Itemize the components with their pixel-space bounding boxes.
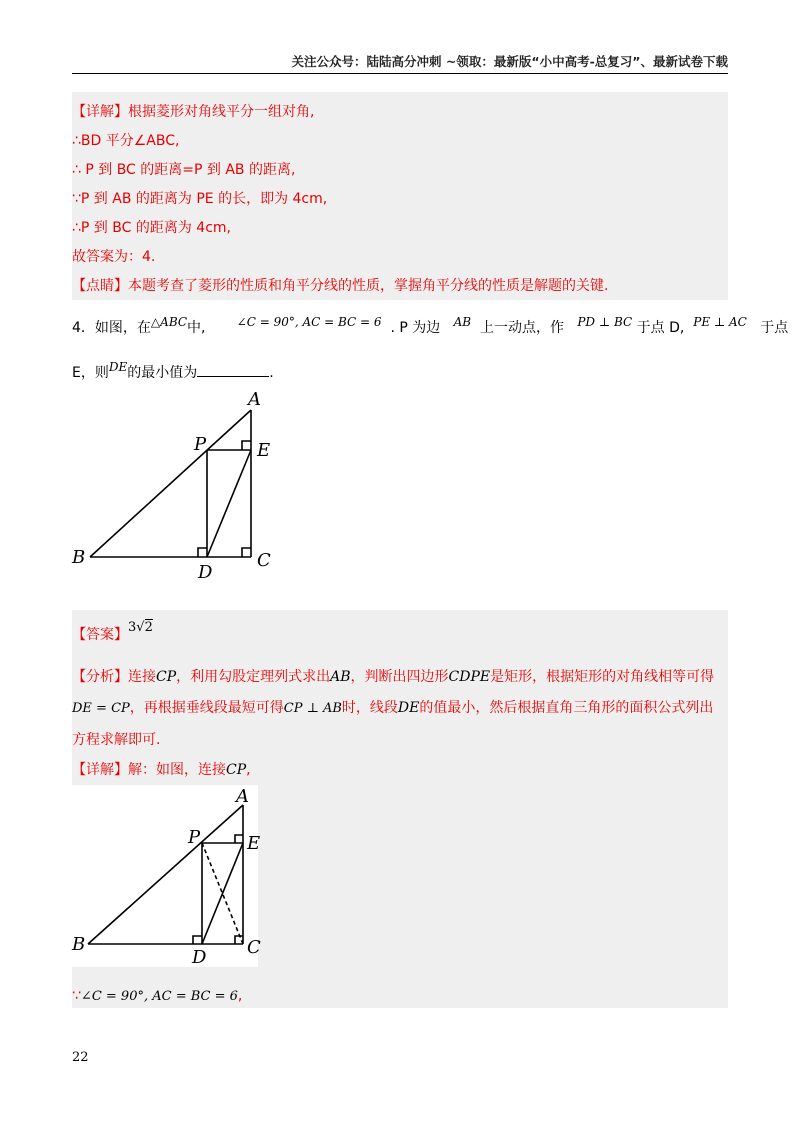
fig2-label-e: E [247,833,261,854]
detail-line-3: ∴ P 到 BC 的距离=P 到 AB 的距离, [72,162,296,178]
q-text: . [269,365,274,381]
q-text: E，则 [72,365,109,381]
detail-line-4: ∵P 到 AB 的距离为 PE 的长，即为 4cm, [72,191,328,207]
answer-value: 3√2 [128,620,153,635]
fig1-label-b: B [72,547,86,568]
because-symbol: ∵ [72,988,81,1004]
detail-cp: CP [226,762,247,778]
detail-text: 【详解】解：如图，连接 [72,762,226,778]
fig2-label-c: C [247,937,261,958]
analysis-ab: AB [330,669,351,685]
analysis-text: ，再根据垂线段最短可得 [129,700,284,716]
answer-label: 【答案】 [72,627,128,643]
fig2-label-p: P [188,827,201,848]
analysis-cp: CP [156,669,177,685]
q-text: 于点 D, [636,320,685,336]
because-tail: , [237,988,243,1004]
detail-line-6: 故答案为：4. [72,249,156,265]
analysis-text: ，判断出四边形 [350,669,449,685]
because-condition: ∠C = 90°, AC = BC = 6 [80,989,238,1004]
analysis-de: DE [397,700,420,716]
q-pe: PE ⊥ AC [693,315,747,329]
analysis-text: 是矩形，根据矩形的对角线相等可得 [490,669,715,685]
fig2-right-angle-e [235,835,243,843]
q-de: DE [108,360,128,374]
fig2-side-ab [88,805,243,944]
fig1-label-p: P [194,434,207,455]
fig1-label-c: C [257,550,271,571]
page-header: 关注公众号：陆陆高分冲刺 ~领取：最新版“小中高考-总复习”、最新试卷下载 [291,54,728,69]
q-condition: ∠C = 90°, AC = BC = 6 [236,315,382,329]
analysis-cp-ab: CP ⊥ AB [283,701,342,716]
analysis-de-cp: DE = CP [72,701,130,716]
q-text: 中, [187,320,206,336]
q-text: 4．如图，在 [72,320,151,336]
analysis-text: ，利用勾股定理列式求出 [176,669,331,685]
q-text: 的最小值为 [127,365,198,381]
fig2-label-a: A [236,786,249,807]
fig1-label-e: E [257,440,271,461]
fig2-label-d: D [192,947,207,968]
answer-coef: 3 [128,620,137,635]
q-text: . P 为边 [390,320,441,336]
analysis-text: 【分析】连接 [72,669,156,685]
detail-line-1: 【详解】根据菱形对角线平分一组对角, [72,104,315,120]
page-number: 22 [72,1050,89,1065]
q-triangle: △ABC [150,315,188,329]
detail-line-5: ∴P 到 BC 的距离为 4cm, [72,220,231,236]
analysis-cdpe: CDPE [448,669,491,685]
key-point-line: 【点睛】本题考查了菱形的性质和角平分线的性质，掌握角平分线的性质是解题的关键. [72,278,609,294]
fig1-label-d: D [198,562,213,583]
fig1-label-a: A [248,389,261,410]
analysis-text: 时，线段 [341,700,398,716]
fig2-right-angle-d [193,936,202,944]
q-text: 上一动点，作 [480,320,564,336]
q-ab: AB [453,315,472,329]
q-text: 于点 [760,320,789,336]
analysis-line-3: 方程求解即可. [72,732,161,748]
analysis-text: 的值最小，然后根据直角三角形的面积公式列出 [419,700,714,716]
detail-line-2: ∴BD 平分∠ABC, [72,133,180,149]
detail-text: , [246,762,251,778]
because-line [72,988,242,1004]
q-pd: PD ⊥ BC [577,315,633,329]
fig2-label-b: B [72,934,86,955]
answer-radicand: 2 [144,620,153,635]
